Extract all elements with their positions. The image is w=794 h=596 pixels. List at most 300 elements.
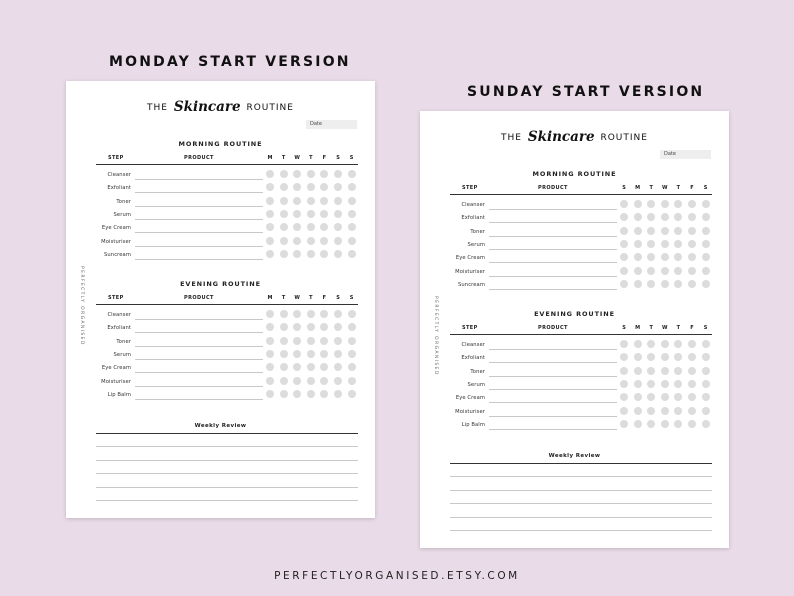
morning-day-check[interactable] [307,237,315,245]
evening-product-line[interactable] [135,319,263,320]
morning-day-check[interactable] [293,183,301,191]
evening-day-check[interactable] [280,363,288,371]
morning-day-header: W [294,155,300,161]
morning-product-header: PRODUCT [538,185,568,191]
morning-day-check[interactable] [674,213,682,221]
morning-day-check[interactable] [266,223,274,231]
evening-day-check[interactable] [307,350,315,358]
morning-day-check[interactable] [293,170,301,178]
evening-day-check[interactable] [702,353,710,361]
evening-day-check[interactable] [661,353,669,361]
evening-day-check[interactable] [348,363,356,371]
morning-day-check[interactable] [647,213,655,221]
evening-day-check[interactable] [334,390,342,398]
evening-step-label: Eye Cream [101,365,131,372]
evening-day-check[interactable] [647,407,655,415]
morning-day-check[interactable] [688,200,696,208]
evening-day-check[interactable] [266,377,274,385]
title-the: THE [147,103,168,113]
morning-day-check[interactable] [348,237,356,245]
evening-product-header: PRODUCT [538,325,568,331]
evening-product-line[interactable] [489,416,617,417]
evening-day-check[interactable] [280,337,288,345]
evening-day-check[interactable] [647,340,655,348]
evening-day-check[interactable] [661,407,669,415]
morning-step-label: Moisturiser [101,238,131,245]
evening-product-line[interactable] [135,346,263,347]
morning-day-check[interactable] [674,280,682,288]
morning-product-line[interactable] [135,232,263,233]
evening-day-check[interactable] [620,380,628,388]
evening-day-check[interactable] [661,380,669,388]
morning-day-check[interactable] [280,250,288,258]
evening-day-check[interactable] [293,310,301,318]
morning-step-label: Exfoliant [461,215,485,222]
evening-day-check[interactable] [320,350,328,358]
morning-day-check[interactable] [634,253,642,261]
evening-day-check[interactable] [634,380,642,388]
evening-section-title: EVENING ROUTINE [180,280,261,288]
evening-day-check[interactable] [320,337,328,345]
evening-day-header: S [336,295,340,301]
morning-day-check[interactable] [280,197,288,205]
morning-day-check[interactable] [702,227,710,235]
evening-day-check[interactable] [702,420,710,428]
morning-day-check[interactable] [348,197,356,205]
morning-step-label: Cleanser [107,172,131,178]
morning-product-line[interactable] [489,209,617,210]
morning-day-check[interactable] [280,223,288,231]
evening-day-check[interactable] [702,340,710,348]
planner-page-monday [66,81,375,518]
morning-day-check[interactable] [661,200,669,208]
evening-product-line[interactable] [135,359,263,360]
morning-product-line[interactable] [489,262,617,263]
morning-step-label: Serum [467,241,485,248]
evening-product-header: PRODUCT [184,295,214,301]
evening-day-check[interactable] [620,340,628,348]
evening-product-line[interactable] [135,372,263,373]
evening-day-check[interactable] [674,420,682,428]
evening-day-check[interactable] [634,340,642,348]
morning-day-check[interactable] [688,280,696,288]
evening-header-rule [450,334,712,335]
evening-day-check[interactable] [674,407,682,415]
title-the: THE [501,133,522,143]
morning-section-title: MORNING ROUTINE [178,140,263,148]
evening-day-check[interactable] [266,323,274,331]
evening-step-label: Lip Balm [461,421,485,428]
morning-step-label: Suncream [458,281,485,288]
planner-title [420,128,729,144]
evening-day-check[interactable] [320,390,328,398]
morning-product-line[interactable] [489,289,617,290]
evening-day-check[interactable] [702,367,710,375]
evening-day-check[interactable] [334,350,342,358]
evening-product-line[interactable] [135,386,263,387]
morning-day-check[interactable] [334,237,342,245]
morning-day-check[interactable] [334,197,342,205]
evening-day-check[interactable] [320,310,328,318]
weekly-review-line[interactable] [96,500,358,501]
weekly-review-line[interactable] [450,476,712,477]
evening-day-header: F [690,325,694,331]
morning-day-check[interactable] [266,183,274,191]
morning-day-check[interactable] [661,267,669,275]
evening-day-check[interactable] [688,420,696,428]
morning-day-check[interactable] [674,227,682,235]
evening-day-check[interactable] [307,363,315,371]
evening-day-check[interactable] [334,377,342,385]
morning-day-check[interactable] [661,280,669,288]
morning-step-label: Eye Cream [101,225,131,232]
morning-day-check[interactable] [620,267,628,275]
morning-day-check[interactable] [674,267,682,275]
morning-day-check[interactable] [634,200,642,208]
evening-day-check[interactable] [661,367,669,375]
morning-day-check[interactable] [688,227,696,235]
weekly-review-line[interactable] [450,503,712,504]
evening-product-line[interactable] [489,349,617,350]
evening-day-check[interactable] [688,353,696,361]
evening-day-header: T [309,295,313,301]
evening-day-check[interactable] [293,390,301,398]
evening-day-check[interactable] [674,340,682,348]
morning-day-check[interactable] [634,213,642,221]
evening-day-check[interactable] [280,390,288,398]
evening-day-check[interactable] [334,323,342,331]
evening-day-check[interactable] [320,323,328,331]
weekly-review-line[interactable] [450,490,712,491]
morning-day-check[interactable] [647,227,655,235]
morning-day-check[interactable] [661,240,669,248]
evening-product-line[interactable] [489,362,617,363]
morning-day-check[interactable] [702,267,710,275]
morning-day-check[interactable] [266,237,274,245]
evening-day-check[interactable] [634,367,642,375]
morning-day-check[interactable] [620,253,628,261]
morning-day-header: M [267,155,273,161]
morning-day-check[interactable] [320,197,328,205]
evening-day-check[interactable] [688,393,696,401]
morning-header-rule [450,194,712,195]
evening-day-check[interactable] [266,363,274,371]
morning-day-check[interactable] [620,280,628,288]
evening-day-check[interactable] [634,420,642,428]
morning-day-check[interactable] [647,280,655,288]
morning-day-check[interactable] [334,223,342,231]
evening-day-check[interactable] [280,377,288,385]
morning-day-header: S [349,155,354,161]
morning-day-check[interactable] [688,253,696,261]
evening-day-check[interactable] [661,420,669,428]
weekly-review-line[interactable] [450,517,712,518]
evening-day-header: T [649,325,653,331]
evening-day-check[interactable] [293,350,301,358]
evening-day-check[interactable] [661,393,669,401]
evening-day-check[interactable] [307,323,315,331]
evening-day-check[interactable] [266,390,274,398]
evening-day-check[interactable] [620,367,628,375]
morning-product-line[interactable] [135,206,263,207]
evening-product-line[interactable] [489,402,617,403]
morning-day-check[interactable] [348,250,356,258]
evening-day-check[interactable] [620,407,628,415]
morning-day-check[interactable] [702,200,710,208]
morning-day-check[interactable] [307,183,315,191]
evening-day-check[interactable] [674,380,682,388]
evening-day-check[interactable] [266,310,274,318]
evening-day-check[interactable] [293,363,301,371]
morning-product-line[interactable] [489,276,617,277]
morning-day-header: S [336,155,340,161]
evening-product-line[interactable] [135,399,263,400]
morning-day-check[interactable] [280,183,288,191]
morning-day-check[interactable] [634,280,642,288]
evening-day-check[interactable] [647,420,655,428]
morning-step-header: STEP [108,155,124,161]
morning-day-check[interactable] [307,170,315,178]
morning-day-check[interactable] [307,250,315,258]
morning-day-check[interactable] [320,237,328,245]
morning-day-check[interactable] [280,237,288,245]
morning-product-line[interactable] [135,192,263,193]
morning-day-check[interactable] [661,213,669,221]
morning-day-check[interactable] [674,253,682,261]
morning-product-line[interactable] [489,222,617,223]
evening-product-line[interactable] [489,389,617,390]
morning-day-check[interactable] [334,183,342,191]
evening-step-label: Moisturiser [455,408,485,415]
evening-day-header: S [349,295,354,301]
morning-step-label: Cleanser [461,202,485,208]
evening-day-check[interactable] [702,407,710,415]
evening-day-check[interactable] [634,353,642,361]
evening-day-check[interactable] [348,390,356,398]
morning-day-header: T [309,155,313,161]
evening-day-check[interactable] [293,323,301,331]
morning-day-check[interactable] [307,210,315,218]
morning-step-label: Serum [113,211,131,218]
title-script-skincare: Skincare [173,99,241,115]
morning-day-check[interactable] [280,210,288,218]
morning-day-check[interactable] [334,210,342,218]
evening-day-check[interactable] [647,393,655,401]
morning-step-label: Eye Cream [455,255,485,262]
evening-step-label: Moisturiser [101,378,131,385]
evening-day-header: T [676,325,681,331]
morning-product-line[interactable] [135,219,263,220]
evening-day-check[interactable] [320,363,328,371]
morning-day-check[interactable] [647,240,655,248]
morning-day-check[interactable] [293,197,301,205]
morning-day-check[interactable] [348,183,356,191]
evening-day-check[interactable] [674,367,682,375]
evening-day-check[interactable] [348,350,356,358]
morning-day-header: F [690,185,694,191]
evening-day-check[interactable] [688,380,696,388]
evening-day-check[interactable] [348,310,356,318]
morning-day-check[interactable] [647,267,655,275]
morning-day-check[interactable] [307,223,315,231]
morning-day-check[interactable] [320,223,328,231]
evening-day-check[interactable] [647,380,655,388]
morning-day-check[interactable] [348,223,356,231]
evening-day-check[interactable] [280,350,288,358]
morning-day-check[interactable] [293,210,301,218]
evening-day-header: W [294,295,300,301]
morning-day-check[interactable] [320,250,328,258]
evening-day-check[interactable] [674,353,682,361]
morning-day-check[interactable] [266,250,274,258]
morning-day-check[interactable] [702,253,710,261]
evening-day-header: F [322,295,327,301]
morning-day-check[interactable] [320,170,328,178]
morning-day-check[interactable] [266,197,274,205]
evening-day-check[interactable] [634,407,642,415]
evening-day-check[interactable] [320,377,328,385]
morning-day-check[interactable] [320,183,328,191]
footer-shop-url[interactable]: PERFECTLYORGANISED.ETSY.COM [274,570,520,582]
evening-day-check[interactable] [688,367,696,375]
morning-day-header: M [635,185,641,191]
evening-day-check[interactable] [334,363,342,371]
morning-day-check[interactable] [293,237,301,245]
date-field[interactable]: Date [660,150,711,159]
morning-product-line[interactable] [135,246,263,247]
morning-day-check[interactable] [620,227,628,235]
weekly-review-line[interactable] [450,530,712,531]
morning-day-header: T [649,185,653,191]
morning-product-line[interactable] [135,259,263,260]
morning-day-check[interactable] [266,170,274,178]
morning-product-line[interactable] [489,236,617,237]
morning-product-line[interactable] [489,249,617,250]
morning-day-check[interactable] [647,200,655,208]
morning-day-header: W [662,185,668,191]
morning-day-header: S [622,185,626,191]
morning-day-check[interactable] [702,213,710,221]
morning-day-check[interactable] [293,250,301,258]
morning-day-header: T [676,185,681,191]
evening-step-label: Lip Balm [107,391,131,398]
planner-title [66,98,375,114]
evening-step-label: Serum [467,381,485,388]
evening-day-check[interactable] [674,393,682,401]
weekly-review-line[interactable] [96,487,358,488]
morning-day-check[interactable] [661,253,669,261]
morning-day-check[interactable] [647,253,655,261]
title-script-skincare: Skincare [527,129,595,145]
morning-day-check[interactable] [620,213,628,221]
morning-day-check[interactable] [674,200,682,208]
evening-day-check[interactable] [620,420,628,428]
evening-day-check[interactable] [688,340,696,348]
side-brand-text: PERFECTLY ORGANISED [433,296,438,376]
morning-day-check[interactable] [280,170,288,178]
weekly-review-line[interactable] [96,446,358,447]
evening-day-check[interactable] [280,323,288,331]
evening-day-check[interactable] [334,310,342,318]
evening-product-line[interactable] [135,332,263,333]
morning-day-check[interactable] [702,240,710,248]
morning-product-line[interactable] [135,179,263,180]
morning-day-check[interactable] [334,250,342,258]
evening-day-check[interactable] [702,380,710,388]
morning-day-check[interactable] [688,213,696,221]
morning-day-check[interactable] [334,170,342,178]
evening-day-check[interactable] [293,337,301,345]
evening-day-check[interactable] [293,377,301,385]
morning-day-header: F [322,155,327,161]
evening-day-check[interactable] [348,323,356,331]
morning-step-label: Exfoliant [107,185,131,192]
evening-day-check[interactable] [266,350,274,358]
evening-day-check[interactable] [348,337,356,345]
evening-day-check[interactable] [647,353,655,361]
morning-header-rule [96,164,358,165]
weekly-review-title: Weekly Review [194,423,247,429]
evening-day-header: M [635,325,641,331]
morning-day-check[interactable] [688,267,696,275]
monday-version-heading: MONDAY START VERSION [109,54,351,70]
evening-day-check[interactable] [620,393,628,401]
weekly-review-line[interactable] [96,460,358,461]
date-field[interactable]: Date [306,120,357,129]
morning-section-title: MORNING ROUTINE [532,170,617,178]
morning-day-check[interactable] [634,267,642,275]
evening-day-check[interactable] [634,393,642,401]
morning-day-check[interactable] [634,227,642,235]
morning-day-check[interactable] [688,240,696,248]
morning-day-check[interactable] [348,210,356,218]
morning-day-check[interactable] [702,280,710,288]
morning-day-check[interactable] [320,210,328,218]
morning-day-check[interactable] [307,197,315,205]
evening-day-check[interactable] [307,337,315,345]
morning-day-check[interactable] [293,223,301,231]
morning-day-check[interactable] [634,240,642,248]
evening-product-line[interactable] [489,429,617,430]
evening-day-header: S [703,325,708,331]
morning-step-header: STEP [462,185,478,191]
evening-section-title: EVENING ROUTINE [534,310,615,318]
evening-day-check[interactable] [307,377,315,385]
evening-step-label: Cleanser [461,342,485,348]
evening-day-check[interactable] [620,353,628,361]
morning-day-check[interactable] [620,200,628,208]
evening-day-check[interactable] [266,337,274,345]
evening-day-check[interactable] [348,377,356,385]
evening-day-check[interactable] [307,310,315,318]
evening-day-check[interactable] [307,390,315,398]
evening-day-check[interactable] [647,367,655,375]
evening-day-check[interactable] [702,393,710,401]
evening-day-check[interactable] [280,310,288,318]
morning-day-check[interactable] [348,170,356,178]
evening-day-header: S [622,325,626,331]
evening-product-line[interactable] [489,376,617,377]
morning-day-check[interactable] [620,240,628,248]
evening-day-check[interactable] [661,340,669,348]
evening-day-check[interactable] [334,337,342,345]
morning-day-check[interactable] [674,240,682,248]
morning-day-check[interactable] [661,227,669,235]
morning-day-check[interactable] [266,210,274,218]
weekly-review-line[interactable] [96,473,358,474]
evening-day-check[interactable] [688,407,696,415]
evening-step-label: Toner [470,368,485,375]
